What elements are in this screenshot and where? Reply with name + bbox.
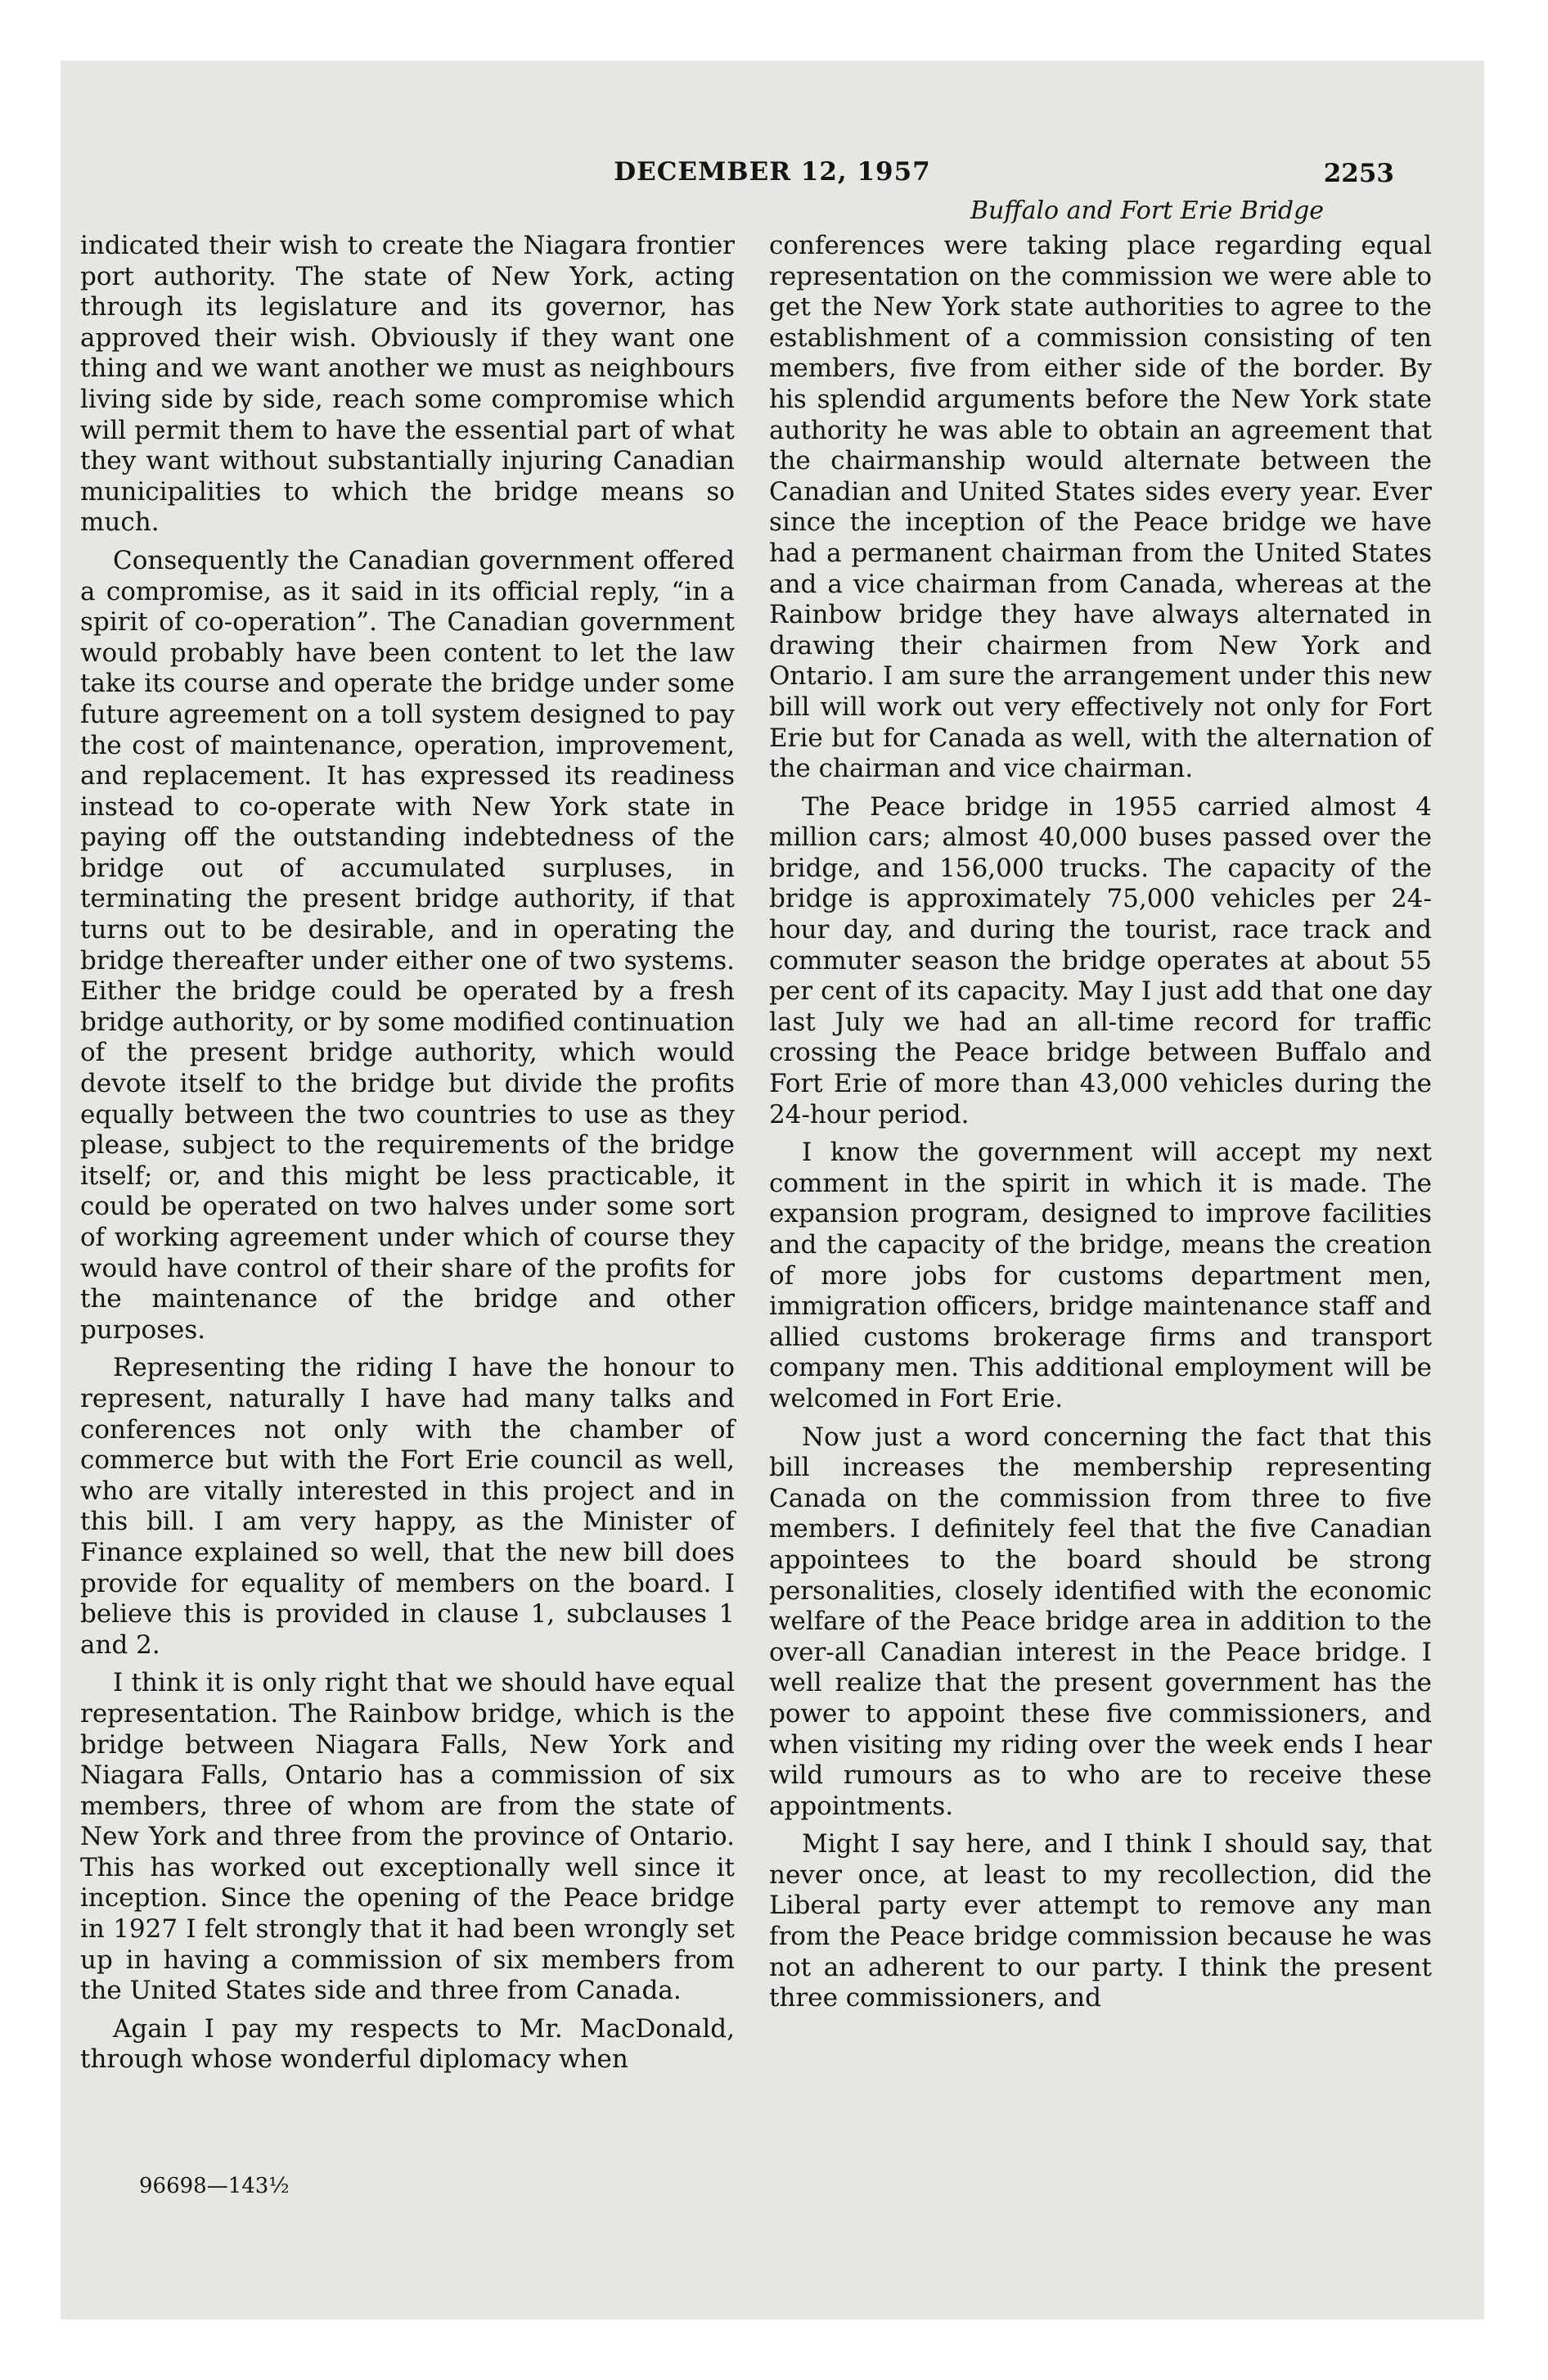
- left-column: [80, 231, 735, 2083]
- footnote-code: 96698—143½: [139, 2174, 290, 2198]
- paragraph: I know the government will accept my next comment in the spirit in which it is made. The expansion program, designed to improve facilities and the capacity of the bridge, means the creation of more jobs for customs department men, immigration officers, bridge maintenance staff and allied customs brokerage firms and transport company men. This additional employment will be welcomed in Fort Erie.: [769, 1138, 1432, 1413]
- paragraph: Now just a word concerning the fact that this bill increases the membership representing Canada on the commission from three to five members. I definitely feel that the five Canadian appointees to the board should be strong personalities, closely identified with the economic welfare of the Peace bridge area in addition to the over-all Canadian interest in the Peace bridge. I well realize that the present government has the power to appoint these five commissioners, and when visiting my riding over the week ends I hear wild rumours as to who are to receive these appointments.: [769, 1422, 1432, 1821]
- page-number: 2253: [1323, 159, 1394, 188]
- paragraph: The Peace bridge in 1955 carried almost 4 million cars; almost 40,000 buses passed over the bridge, and 156,000 trucks. The capacity of the bridge is approximately 75,000 vehicles per 24-hour day, and during the tourist, race track and commuter season the bridge operates at about 55 per cent of its capacity. May I just add that one day last July we had an all-time record for traffic crossing the Peace bridge between Buffalo and Fort Erie of more than 43,000 vehicles during the 24-hour period.: [769, 791, 1432, 1129]
- paragraph: Consequently the Canadian government offered a compromise, as it said in its official reply, “in a spirit of co-operation”. The Canadian government would probably have been content to let the law take its course and operate the bridge under some future agreement on a toll system designed to pay the cost of maintenance, operation, improvement, and replacement. It has expressed its readiness instead to co-operate with New York state in paying off the outstanding indebtedness of the bridge out of accumulated surpluses, in terminating the present bridge authority, if that turns out to be desirable, and in operating the bridge thereafter under either one of two systems. Either the bridge could be operated by a fresh bridge authority, or by some modified continuation of the present bridge authority, which would devote itself to the bridge but divide the profits equally between the two countries to use as they please, subject to the requirements of the bridge itself; or, and this might be less practicable, it could be operated on two halves under some sort of working agreement under which of course they would have control of their share of the profits for the maintenance of the bridge and other purposes.: [80, 545, 735, 1345]
- paragraph: Might I say here, and I think I should say, that never once, at least to my recollection, did the Liberal party ever attempt to remove any man from the Peace bridge commission because he was not an adherent to our party. I think the present three commissioners, and: [769, 1829, 1432, 2013]
- paragraph: I think it is only right that we should have equal representation. The Rainbow bridge, which is the bridge between Niagara Falls, New York and Niagara Falls, Ontario has a commission of six members, three of whom are from the state of New York and three from the province of Ontario. This has worked out exceptionally well since it inception. Since the opening of the Peace bridge in 1927 I felt strongly that it had been wrongly set up in having a commission of six members from the United States side and three from Canada.: [80, 1668, 735, 2006]
- subject-heading: Buffalo and Fort Erie Bridge: [970, 196, 1325, 225]
- document-page: [61, 61, 1484, 2319]
- paragraph: conferences were taking place regarding equal representation on the commission we were able to get the New York state authorities to agree to the establishment of a commission consisting of ten members, five from either side of the border. By his splendid arguments before the New York state authority he was able to obtain an agreement that the chairmanship would alternate between the Canadian and United States sides every year. Ever since the inception of the Peace bridge we have had a permanent chairman from the United States and a vice chairman from Canada, whereas at the Rainbow bridge they have always alternated in drawing their chairmen from New York and Ontario. I am sure the arrangement under this new bill will work out very effectively not only for Fort Erie but for Canada as well, with the alternation of the chairman and vice chairman.: [769, 231, 1432, 784]
- paragraph: indicated their wish to create the Niagara frontier port authority. The state of New York, acting through its legislature and its governor, has approved their wish. Obviously if they want one thing and we want another we must as neighbours living side by side, reach some compromise which will permit them to have the essential part of what they want without substantially injuring Canadian municipalities to which the bridge means so much.: [80, 231, 735, 538]
- running-head-date: DECEMBER 12, 1957: [614, 157, 931, 187]
- paragraph: Representing the riding I have the honour to represent, naturally I have had many talks and conferences not only with the chamber of commerce but with the Fort Erie council as well, who are vitally interested in this project and in this bill. I am very happy, as the Minister of Finance explained so well, that the new bill does provide for equality of members on the board. I believe this is provided in clause 1, subclauses 1 and 2.: [80, 1353, 735, 1660]
- right-column: [769, 231, 1432, 2022]
- paragraph: Again I pay my respects to Mr. MacDonald, through whose wonderful diplomacy when: [80, 2013, 735, 2075]
